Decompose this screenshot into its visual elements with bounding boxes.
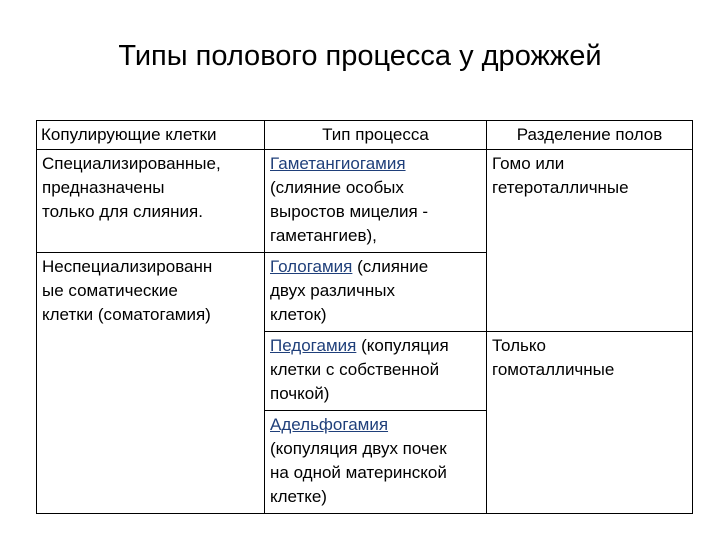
cell-sex-separation: Только гомоталличные <box>487 332 693 514</box>
process-description: (копуляция клетки с собственной почкой) <box>270 336 449 403</box>
table-row <box>37 150 693 253</box>
cell-process-type <box>265 150 487 253</box>
process-description: (слияние двух различных клеток) <box>270 257 429 324</box>
cell-process-type <box>265 411 487 514</box>
cell-process-type <box>265 332 487 411</box>
process-description: (копуляция двух почек на одной материнской клетке) <box>270 439 447 506</box>
header-row <box>37 121 693 150</box>
header-process-type: Тип процесса <box>265 121 487 150</box>
header-copulating-cells: Копулирующие клетки <box>37 121 265 150</box>
header-sex-separation: Разделение полов <box>487 121 693 150</box>
term-link-pedogamy[interactable]: Педогамия <box>270 336 357 355</box>
cell-process-type <box>265 253 487 332</box>
cell-copulating-cells: Специализированные, предназначены только для слияния. <box>37 150 265 253</box>
cell-sex-separation: Гомо или гетероталличные <box>487 150 693 332</box>
slide-title: Типы полового процесса у дрожжей <box>118 40 602 72</box>
term-link-hologamy[interactable]: Гологамия <box>270 257 353 276</box>
process-description: (слияние особых выростов мицелия - гаметангиев), <box>270 178 429 245</box>
cell-copulating-cells: Неспециализированн ые соматические клетки (соматогамия) <box>37 253 265 514</box>
term-link-adelphogamy[interactable]: Адельфогамия <box>270 415 389 434</box>
term-link-gametangiogamy[interactable]: Гаметангиогамия <box>270 154 406 173</box>
yeast-sexual-process-table <box>36 120 693 514</box>
